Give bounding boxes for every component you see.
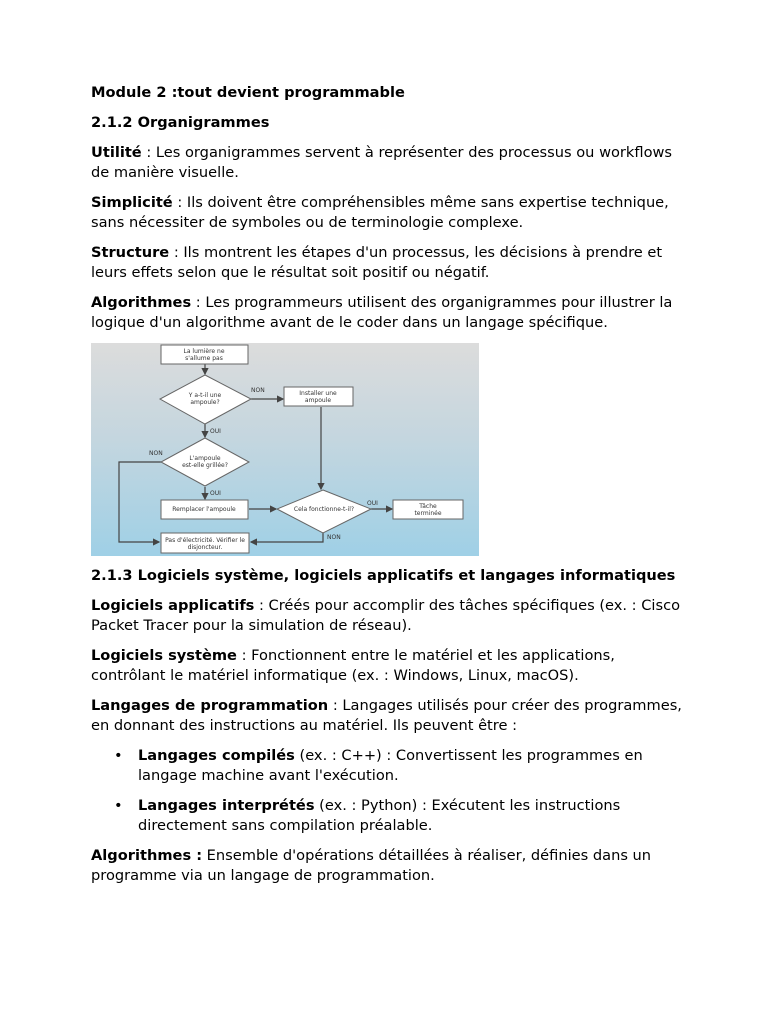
text-systeme: : Fonctionnent entre le matériel et les applications, contrôlant le matériel informatique (ex. : Windows, Linux, macOS).: [91, 647, 615, 684]
q2-line-2: est-elle grillée?: [182, 462, 228, 469]
label-oui-2: OUI: [210, 490, 221, 497]
flowchart-noelec-box: [161, 533, 249, 553]
q1-line-1: Y a-t-il une: [188, 392, 222, 399]
text-compiles: (ex. : C++) : Convertissent les programmes en langage machine avant l'exécution.: [138, 747, 643, 784]
term-interpretes: Langages interprétés: [138, 797, 315, 814]
document-content: [91, 83, 691, 896]
term-simplicite: Simplicité: [91, 194, 173, 211]
paragraph-utilite: [91, 143, 691, 183]
start-line-2: s'allume pas: [185, 355, 223, 362]
install-line-1: Installer une: [299, 390, 337, 397]
noelec-line-2: disjoncteur.: [187, 544, 223, 551]
term-algorithmes: Algorithmes: [91, 294, 192, 311]
q3-text: Cela fonctionne-t-il?: [293, 506, 355, 513]
paragraph-algorithmes-def: [91, 846, 691, 886]
install-line-2: ampoule: [304, 397, 332, 404]
flowchart: [91, 343, 479, 556]
text-structure: : Ils montrent les étapes d'un processus, les décisions à prendre et leurs effets selon que le résultat soit positif ou négatif.: [91, 244, 663, 281]
flowchart-done-box: [393, 500, 463, 519]
label-non-3: NON: [327, 534, 341, 541]
paragraph-simplicite: [91, 193, 691, 233]
languages-list: [91, 746, 691, 836]
text-langages: : Langages utilisés pour créer des programmes, en donnant des instructions au matériel. Ils peuvent être :: [91, 697, 682, 734]
term-utilite: Utilité: [91, 144, 142, 161]
text-applicatifs: : Créés pour accomplir des tâches spécifiques (ex. : Cisco Packet Tracer pour la simulation de réseau).: [91, 597, 681, 634]
label-oui-3: OUI: [367, 500, 378, 507]
flowchart-replace-box: [161, 500, 248, 519]
paragraph-applicatifs: [91, 596, 691, 636]
term-compiles: Langages compilés: [138, 747, 295, 764]
term-langages: Langages de programmation: [91, 697, 329, 714]
label-non-2: NON: [149, 450, 163, 457]
flowchart-start-box: [161, 345, 248, 364]
paragraph-structure: [91, 243, 691, 283]
text-utilite: : Les organigrammes servent à représenter des processus ou workflows de manière visuelle.: [91, 144, 673, 181]
text-algorithmes: : Les programmeurs utilisent des organigrammes pour illustrer la logique d'un algorithme avant de le coder dans un langage spécifique.: [91, 294, 673, 331]
term-applicatifs: Logiciels applicatifs: [91, 597, 255, 614]
q1-line-2: ampoule?: [190, 399, 220, 406]
section-heading-212: 2.1.2 Organigrammes: [91, 114, 270, 131]
paragraph-algorithmes: [91, 293, 691, 333]
term-structure: Structure: [91, 244, 170, 261]
text-interpretes: (ex. : Python) : Exécutent les instructions directement sans compilation préalable.: [138, 797, 621, 834]
term-systeme: Logiciels système: [91, 647, 237, 664]
paragraph-langages: [91, 696, 691, 736]
text-algorithmes-def: Ensemble d'opérations détaillées à réaliser, définies dans un programme via un langage de programmation.: [91, 847, 652, 884]
text-simplicite: : Ils doivent être compréhensibles même sans expertise technique, sans nécessiter de symboles ou de terminologie complexe.: [91, 194, 669, 231]
done-line-1: Tâche: [419, 503, 437, 510]
q2-line-1: L'ampoule: [189, 455, 221, 462]
term-algorithmes-def: Algorithmes :: [91, 847, 203, 864]
flowchart-install-box: [284, 387, 353, 406]
section-heading-213: 2.1.3 Logiciels système, logiciels applicatifs et langages informatiques: [91, 567, 676, 584]
start-line-1: La lumière ne: [183, 348, 225, 355]
label-non-1: NON: [251, 387, 265, 394]
label-oui-1: OUI: [210, 428, 221, 435]
replace-text: Remplacer l'ampoule: [172, 506, 236, 513]
list-item: [138, 746, 691, 786]
list-item: [138, 796, 691, 836]
flowchart-figure: [91, 343, 479, 556]
paragraph-systeme: [91, 646, 691, 686]
noelec-line-1: Pas d'électricité. Vérifier le: [165, 537, 245, 544]
done-line-2: terminée: [414, 510, 442, 517]
module-title: Module 2 :tout devient programmable: [91, 84, 405, 101]
